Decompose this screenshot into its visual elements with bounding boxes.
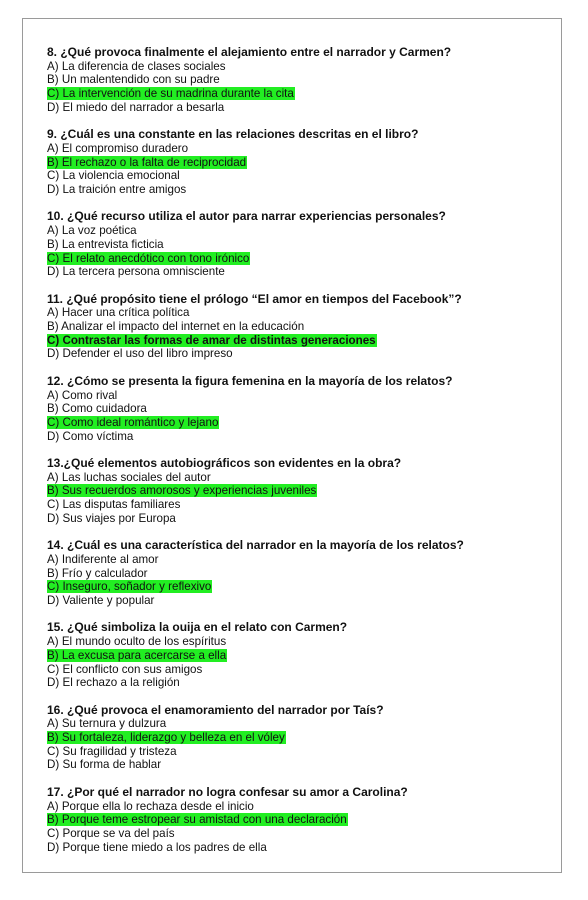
answer-option-text: D) La traición entre amigos bbox=[47, 183, 187, 197]
question-title: 8. ¿Qué provoca finalmente el alejamiento entre el narrador y Carmen? bbox=[47, 45, 452, 59]
correct-answer-option bbox=[47, 580, 547, 594]
answer-option-text: B) Analizar el impacto del internet en la educación bbox=[47, 320, 305, 334]
question-block bbox=[47, 210, 547, 279]
answer-option bbox=[47, 389, 547, 403]
answer-option bbox=[47, 169, 547, 183]
answer-option-text: C) Contrastar las formas de amar de distintas generaciones bbox=[47, 333, 376, 347]
answer-option-text: C) Como ideal romántico y lejano bbox=[47, 415, 219, 429]
answer-option-text: A) Su ternura y dulzura bbox=[47, 717, 167, 731]
answer-option-text: D) Valiente y popular bbox=[47, 594, 155, 608]
answer-option-text: A) Indiferente al amor bbox=[47, 552, 159, 566]
answer-option-text: A) La voz poética bbox=[47, 224, 137, 238]
answer-option-text: A) Hacer una crítica política bbox=[47, 306, 190, 320]
answer-option-text: B) Un malentendido con su padre bbox=[47, 73, 220, 87]
answer-option-text: B) Sus recuerdos amorosos y experiencias juveniles bbox=[47, 484, 317, 498]
answer-option-text: D) Como víctima bbox=[47, 429, 134, 443]
question-title: 10. ¿Qué recurso utiliza el autor para narrar experiencias personales? bbox=[47, 209, 446, 224]
answer-option-text: C) Las disputas familiares bbox=[47, 498, 181, 512]
answer-option-text: D) Sus viajes por Europa bbox=[47, 511, 176, 525]
correct-answer-option bbox=[47, 252, 547, 266]
answer-option bbox=[47, 430, 547, 444]
answer-option bbox=[47, 101, 547, 115]
answer-option bbox=[47, 347, 547, 361]
answer-option bbox=[47, 827, 547, 841]
question-title: 15. ¿Qué simboliza la ouija en el relato con Carmen? bbox=[47, 620, 348, 635]
question-title: 9. ¿Cuál es una constante en las relaciones descritas en el libro? bbox=[47, 127, 419, 142]
answer-option-text: D) Porque tiene miedo a los padres de ella bbox=[47, 840, 267, 854]
correct-answer-option bbox=[47, 334, 547, 348]
answer-option bbox=[47, 73, 547, 87]
answer-option bbox=[47, 567, 547, 581]
answer-option-text: C) Porque se va del país bbox=[47, 826, 175, 840]
answer-option bbox=[47, 553, 547, 567]
answer-option-text: A) Las luchas sociales del autor bbox=[47, 470, 211, 484]
answer-option-text: B) La excusa para acercarse a ella bbox=[47, 648, 227, 662]
question-block bbox=[47, 704, 547, 773]
correct-answer-option bbox=[47, 416, 547, 430]
answer-option bbox=[47, 663, 547, 677]
answer-option-text: C) La violencia emocional bbox=[47, 169, 180, 183]
answer-option bbox=[47, 402, 547, 416]
answer-option bbox=[47, 800, 547, 814]
question-block bbox=[47, 375, 547, 444]
answer-option bbox=[47, 745, 547, 759]
answer-option-text: D) El rechazo a la religión bbox=[47, 676, 180, 690]
answer-option bbox=[47, 635, 547, 649]
question-block bbox=[47, 457, 547, 526]
answer-option bbox=[47, 238, 547, 252]
answer-option-text: D) La tercera persona omnisciente bbox=[47, 265, 225, 279]
answer-option bbox=[47, 183, 547, 197]
answer-option bbox=[47, 498, 547, 512]
question-title: 17. ¿Por qué el narrador no logra confesar su amor a Carolina? bbox=[47, 784, 408, 799]
question-title: 14. ¿Cuál es una característica del narrador en la mayoría de los relatos? bbox=[47, 538, 464, 553]
answer-option bbox=[47, 758, 547, 772]
answer-option-text: A) El compromiso duradero bbox=[47, 141, 189, 155]
answer-option bbox=[47, 142, 547, 156]
question-title: 13.¿Qué elementos autobiográficos son evidentes en la obra? bbox=[47, 456, 402, 471]
answer-option bbox=[47, 594, 547, 608]
question-title: 11. ¿Qué propósito tiene el prólogo “El amor en tiempos del Facebook”? bbox=[47, 291, 462, 306]
correct-answer-option bbox=[47, 484, 547, 498]
correct-answer-option bbox=[47, 87, 547, 101]
question-title: 16. ¿Qué provoca el enamoramiento del narrador por Taís? bbox=[47, 702, 384, 717]
answer-option-text: D) Defender el uso del libro impreso bbox=[47, 347, 233, 361]
answer-option-text: B) Como cuidadora bbox=[47, 402, 147, 416]
correct-answer-option bbox=[47, 156, 547, 170]
question-block bbox=[47, 46, 547, 115]
answer-option-text: D) Su forma de hablar bbox=[47, 758, 162, 772]
answer-option bbox=[47, 60, 547, 74]
answer-option bbox=[47, 841, 547, 855]
correct-answer-option bbox=[47, 731, 547, 745]
answer-option-text: C) El conflicto con sus amigos bbox=[47, 662, 203, 676]
question-block bbox=[47, 128, 547, 197]
answer-option-text: A) El mundo oculto de los espíritus bbox=[47, 635, 227, 649]
answer-option-text: C) La intervención de su madrina durante la cita bbox=[47, 87, 294, 101]
answer-option-text: B) Su fortaleza, liderazgo y belleza en el vóley bbox=[47, 731, 285, 745]
question-block bbox=[47, 539, 547, 608]
answer-option bbox=[47, 717, 547, 731]
correct-answer-option bbox=[47, 649, 547, 663]
question-block bbox=[47, 786, 547, 855]
answer-option-text: A) La diferencia de clases sociales bbox=[47, 59, 226, 73]
answer-option-text: A) Porque ella lo rechaza desde el inicio bbox=[47, 799, 254, 813]
answer-option-text: B) El rechazo o la falta de reciprocidad bbox=[47, 155, 247, 169]
question-block bbox=[47, 293, 547, 362]
answer-option-text: C) El relato anecdótico con tono irónico bbox=[47, 251, 250, 265]
answer-option-text: B) Porque teme estropear su amistad con una declaración bbox=[47, 813, 347, 827]
answer-option bbox=[47, 320, 547, 334]
answer-option-text: B) Frío y calculador bbox=[47, 566, 148, 580]
answer-option bbox=[47, 676, 547, 690]
quiz-questions bbox=[47, 46, 547, 868]
answer-option-text: C) Inseguro, soñador y reflexivo bbox=[47, 580, 212, 594]
answer-option-text: C) Su fragilidad y tristeza bbox=[47, 744, 177, 758]
answer-option bbox=[47, 471, 547, 485]
question-title: 12. ¿Cómo se presenta la figura femenina en la mayoría de los relatos? bbox=[47, 373, 453, 388]
answer-option-text: D) El miedo del narrador a besarla bbox=[47, 100, 225, 114]
correct-answer-option bbox=[47, 813, 547, 827]
answer-option-text: B) La entrevista ficticia bbox=[47, 237, 164, 251]
answer-option-text: A) Como rival bbox=[47, 388, 118, 402]
answer-option bbox=[47, 224, 547, 238]
question-block bbox=[47, 621, 547, 690]
answer-option bbox=[47, 265, 547, 279]
answer-option bbox=[47, 512, 547, 526]
answer-option bbox=[47, 306, 547, 320]
